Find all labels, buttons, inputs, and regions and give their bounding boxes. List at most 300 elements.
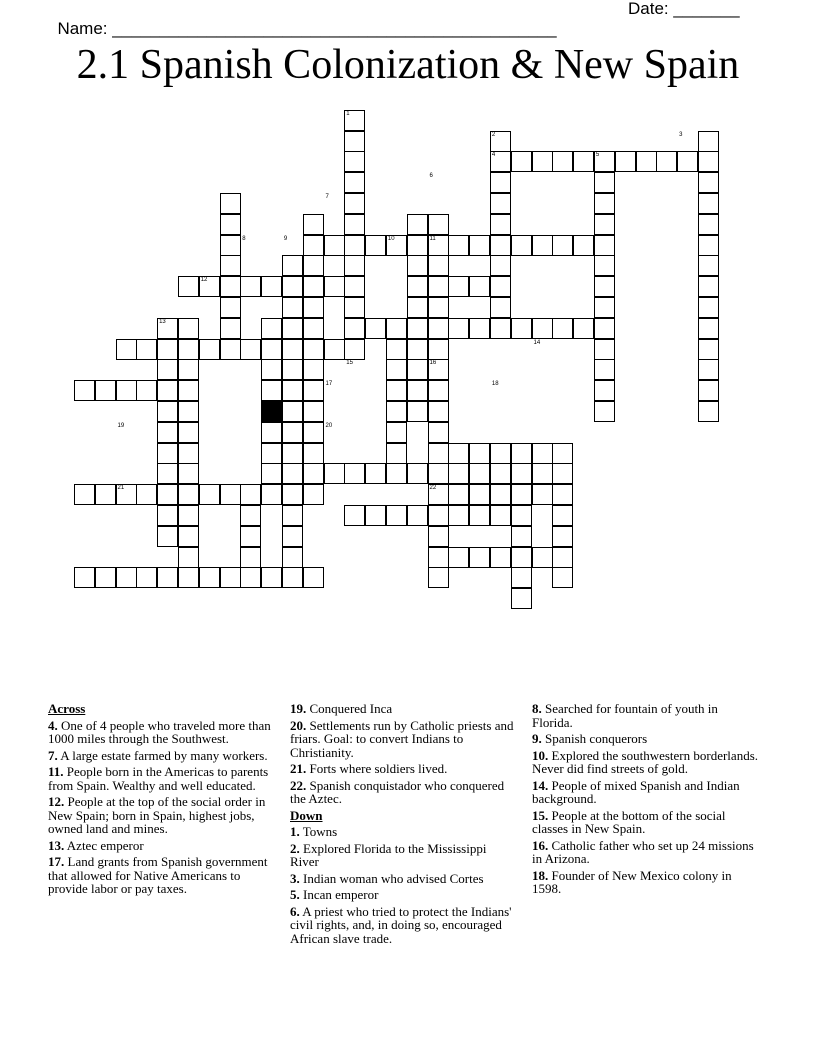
grid-cell[interactable] [220, 193, 241, 214]
grid-cell[interactable] [636, 151, 657, 172]
grid-cell[interactable] [552, 505, 573, 526]
grid-cell[interactable] [344, 172, 365, 193]
grid-cell[interactable] [448, 505, 469, 526]
grid-cell[interactable] [594, 297, 615, 318]
grid-cell[interactable] [261, 339, 282, 360]
grid-cell[interactable] [303, 401, 324, 422]
grid-cell[interactable] [573, 318, 594, 339]
grid-cell[interactable] [178, 359, 199, 380]
grid-cell[interactable] [178, 547, 199, 568]
grid-cell[interactable] [74, 567, 95, 588]
grid-cell[interactable] [428, 505, 449, 526]
grid-cell[interactable] [344, 235, 365, 256]
grid-cell[interactable] [303, 567, 324, 588]
clue-number-label: 19. [290, 701, 307, 716]
grid-cell[interactable] [344, 193, 365, 214]
grid-cell[interactable] [428, 276, 449, 297]
grid-cell[interactable] [511, 463, 532, 484]
grid-cell[interactable] [136, 339, 157, 360]
grid-cell[interactable] [407, 359, 428, 380]
grid-cell[interactable] [594, 401, 615, 422]
grid-cell[interactable] [386, 359, 407, 380]
clue-text: Forts where soldiers lived. [306, 761, 448, 776]
grid-cell[interactable] [282, 401, 303, 422]
grid-cell[interactable] [448, 443, 469, 464]
grid-cell[interactable] [240, 276, 261, 297]
clue-number-label: 6. [290, 903, 300, 919]
grid-cell[interactable] [220, 484, 241, 505]
grid-cell[interactable] [157, 526, 178, 547]
grid-cell[interactable] [303, 359, 324, 380]
grid-cell[interactable] [594, 255, 615, 276]
grid-cell[interactable] [532, 318, 553, 339]
grid-cell[interactable] [490, 463, 511, 484]
grid-cell[interactable] [656, 151, 677, 172]
clue-text: Settlements run by Catholic priests and friars. Goal: to convert Indians to Christianity. [290, 717, 514, 760]
clue-text: Towns [299, 824, 338, 839]
grid-cell[interactable] [344, 318, 365, 339]
grid-cell[interactable] [532, 235, 553, 256]
grid-cell[interactable] [136, 380, 157, 401]
grid-cell[interactable] [594, 214, 615, 235]
grid-cell[interactable] [324, 235, 345, 256]
grid-cell[interactable] [428, 339, 449, 360]
grid-cell[interactable] [324, 276, 345, 297]
grid-cell[interactable] [490, 255, 511, 276]
grid-cell[interactable] [407, 276, 428, 297]
grid-cell[interactable] [157, 339, 178, 360]
grid-cell[interactable] [157, 567, 178, 588]
grid-cell[interactable] [594, 339, 615, 360]
clue-text: Indian woman who advised Cortes [299, 870, 484, 886]
grid-cell[interactable] [448, 318, 469, 339]
clues-column-2 [290, 702, 518, 948]
grid-cell[interactable] [344, 297, 365, 318]
grid-cell[interactable] [303, 339, 324, 360]
grid-cell[interactable] [178, 484, 199, 505]
grid-cell[interactable] [178, 380, 199, 401]
grid-cell[interactable] [365, 463, 386, 484]
grid-cell[interactable] [490, 484, 511, 505]
grid-cell[interactable] [552, 526, 573, 547]
grid-cell[interactable] [594, 193, 615, 214]
grid-cell[interactable] [157, 505, 178, 526]
clue [532, 839, 760, 866]
grid-cell[interactable] [677, 151, 698, 172]
grid-cell[interactable] [469, 443, 490, 464]
grid-cell[interactable] [532, 547, 553, 568]
grid-cell[interactable] [116, 567, 137, 588]
grid-cell[interactable] [220, 235, 241, 256]
grid-cell[interactable] [157, 359, 178, 380]
grid-cell[interactable] [594, 276, 615, 297]
grid-cell[interactable] [428, 297, 449, 318]
grid-cell[interactable] [386, 463, 407, 484]
grid-cell[interactable] [386, 401, 407, 422]
grid-cell[interactable] [511, 567, 532, 588]
clue-text: Spanish conquerors [541, 731, 648, 746]
clue [290, 842, 518, 869]
clue-number-label: 13. [48, 837, 65, 853]
grid-cell[interactable] [490, 297, 511, 318]
grid-cell[interactable] [428, 318, 449, 339]
grid-cell[interactable] [511, 318, 532, 339]
grid-cell[interactable] [428, 255, 449, 276]
grid-cell[interactable] [594, 172, 615, 193]
clue [290, 888, 518, 902]
grid-cell[interactable] [324, 463, 345, 484]
grid-cell[interactable] [178, 567, 199, 588]
grid-cell[interactable] [428, 401, 449, 422]
clue-number: 16 [429, 360, 437, 367]
clue-number-label: 11. [48, 764, 64, 779]
grid-cell[interactable] [240, 484, 261, 505]
grid-cell[interactable] [386, 505, 407, 526]
grid-cell[interactable] [594, 235, 615, 256]
grid-cell[interactable] [261, 422, 282, 443]
grid-cell[interactable] [490, 547, 511, 568]
clue-text: A priest who tried to protect the Indians' civil rights, and, in doing so, encouraged African slave trade. [290, 903, 512, 946]
grid-cell[interactable] [407, 380, 428, 401]
grid-cell[interactable] [178, 318, 199, 339]
grid-cell[interactable] [199, 484, 220, 505]
grid-cell[interactable] [552, 484, 573, 505]
grid-cell[interactable] [199, 339, 220, 360]
clue-number-label: 7. [48, 747, 58, 763]
grid-cell[interactable] [407, 505, 428, 526]
grid-cell[interactable] [532, 484, 553, 505]
grid-cell[interactable] [698, 214, 719, 235]
grid-cell[interactable] [74, 380, 95, 401]
grid-cell[interactable] [532, 151, 553, 172]
clue-text: Explored the southwestern borderlands. Never did find streets of gold. [532, 747, 759, 776]
grid-cell[interactable] [282, 297, 303, 318]
grid-cell[interactable] [407, 401, 428, 422]
grid-cell[interactable] [220, 567, 241, 588]
grid-cell[interactable] [532, 463, 553, 484]
clues-column-3 [532, 702, 760, 899]
grid-cell[interactable] [282, 463, 303, 484]
grid-cell[interactable] [469, 235, 490, 256]
grid-cell[interactable] [157, 380, 178, 401]
grid-cell[interactable] [220, 339, 241, 360]
down-header: Down [290, 807, 323, 823]
grid-cell[interactable] [95, 484, 116, 505]
grid-cell[interactable] [178, 443, 199, 464]
grid-cell[interactable] [511, 443, 532, 464]
clue-number: 17 [325, 381, 333, 388]
grid-cell[interactable] [282, 484, 303, 505]
grid-cell[interactable] [282, 567, 303, 588]
grid-cell[interactable] [552, 318, 573, 339]
page-title: 2.1 Spanish Colonization & New Spain [76, 42, 740, 88]
grid-cell[interactable] [511, 484, 532, 505]
grid-cell[interactable] [698, 380, 719, 401]
grid-cell[interactable] [511, 547, 532, 568]
clue-number: 19 [117, 422, 125, 429]
grid-cell[interactable] [490, 235, 511, 256]
clue-number-label: 18. [532, 867, 549, 883]
grid-cell[interactable] [261, 276, 282, 297]
grid-cell[interactable] [220, 276, 241, 297]
grid-cell[interactable] [698, 235, 719, 256]
grid-cell[interactable] [240, 505, 261, 526]
grid-cell[interactable] [303, 297, 324, 318]
grid-cell[interactable] [157, 484, 178, 505]
grid-cell[interactable] [469, 484, 490, 505]
grid-cell[interactable] [552, 151, 573, 172]
grid-cell[interactable] [261, 380, 282, 401]
grid-cell[interactable] [407, 318, 428, 339]
grid-cell[interactable] [282, 505, 303, 526]
grid-cell[interactable] [511, 235, 532, 256]
grid-cell[interactable] [428, 380, 449, 401]
grid-cell[interactable] [344, 339, 365, 360]
grid-cell[interactable] [407, 463, 428, 484]
grid-cell[interactable] [469, 463, 490, 484]
across-clue-list [48, 719, 282, 896]
grid-cell[interactable] [552, 567, 573, 588]
grid-cell[interactable] [552, 235, 573, 256]
grid-cell[interactable] [594, 318, 615, 339]
clue-number-label: 9. [532, 731, 542, 746]
clue-text: People at the bottom of the social classes in New Spain. [532, 807, 726, 836]
grid-cell[interactable] [386, 318, 407, 339]
grid-cell[interactable] [386, 339, 407, 360]
grid-cell[interactable] [220, 255, 241, 276]
grid-cell[interactable] [698, 255, 719, 276]
black-square [261, 401, 282, 422]
grid-cell[interactable] [407, 297, 428, 318]
grid-cell[interactable] [365, 235, 386, 256]
grid-cell[interactable] [303, 443, 324, 464]
clue-text: Conquered Inca [306, 701, 393, 716]
grid-cell[interactable] [136, 567, 157, 588]
grid-cell[interactable] [490, 172, 511, 193]
grid-cell[interactable] [282, 276, 303, 297]
grid-cell[interactable] [490, 276, 511, 297]
clue-number: 21 [117, 485, 125, 492]
clue-number-label: 21. [290, 761, 307, 776]
grid-cell[interactable] [615, 151, 636, 172]
grid-cell[interactable] [698, 193, 719, 214]
across-clue-list-continued [290, 702, 518, 806]
grid-cell[interactable] [698, 401, 719, 422]
grid-cell[interactable] [511, 151, 532, 172]
grid-cell[interactable] [552, 443, 573, 464]
grid-cell[interactable] [178, 505, 199, 526]
grid-cell[interactable] [240, 547, 261, 568]
clue [532, 732, 760, 746]
grid-cell[interactable] [532, 443, 553, 464]
clue [290, 719, 518, 760]
grid-cell[interactable] [303, 484, 324, 505]
grid-cell[interactable] [282, 547, 303, 568]
clue-number-label: 4. [48, 717, 58, 733]
grid-cell[interactable] [261, 567, 282, 588]
clue-number: 10 [387, 235, 395, 242]
grid-cell[interactable] [95, 567, 116, 588]
grid-cell[interactable] [407, 235, 428, 256]
grid-cell[interactable] [698, 172, 719, 193]
clue-number-label: 10. [532, 747, 549, 763]
clue [532, 779, 760, 806]
grid-cell[interactable] [303, 422, 324, 443]
grid-cell[interactable] [303, 255, 324, 276]
grid-cell[interactable] [344, 214, 365, 235]
grid-cell[interactable] [199, 567, 220, 588]
grid-cell[interactable] [698, 297, 719, 318]
grid-cell[interactable] [157, 463, 178, 484]
date-field[interactable]: Date: _______ [628, 0, 740, 18]
grid-cell[interactable] [95, 380, 116, 401]
grid-cell[interactable] [511, 526, 532, 547]
grid-cell[interactable] [469, 318, 490, 339]
grid-cell[interactable] [698, 276, 719, 297]
grid-cell[interactable] [573, 235, 594, 256]
grid-cell[interactable] [365, 505, 386, 526]
grid-cell[interactable] [282, 255, 303, 276]
grid-cell[interactable] [220, 318, 241, 339]
grid-cell[interactable] [178, 339, 199, 360]
grid-cell[interactable] [261, 463, 282, 484]
grid-cell[interactable] [344, 151, 365, 172]
grid-cell[interactable] [428, 463, 449, 484]
grid-cell[interactable] [261, 443, 282, 464]
grid-cell[interactable] [303, 318, 324, 339]
grid-cell[interactable] [490, 443, 511, 464]
grid-cell[interactable] [511, 505, 532, 526]
grid-cell[interactable] [282, 422, 303, 443]
grid-cell[interactable] [386, 443, 407, 464]
grid-cell[interactable] [448, 276, 469, 297]
grid-cell[interactable] [324, 339, 345, 360]
grid-cell[interactable] [240, 567, 261, 588]
grid-cell[interactable] [469, 276, 490, 297]
grid-cell[interactable] [428, 526, 449, 547]
grid-cell[interactable] [428, 443, 449, 464]
grid-cell[interactable] [407, 255, 428, 276]
grid-cell[interactable] [178, 276, 199, 297]
grid-cell[interactable] [178, 422, 199, 443]
grid-cell[interactable] [344, 131, 365, 152]
grid-cell[interactable] [490, 193, 511, 214]
grid-cell[interactable] [448, 463, 469, 484]
grid-cell[interactable] [157, 401, 178, 422]
grid-cell[interactable] [698, 131, 719, 152]
grid-cell[interactable] [469, 505, 490, 526]
grid-cell[interactable] [407, 214, 428, 235]
clue-text: Searched for fountain of youth in Florida. [532, 701, 718, 730]
grid-cell[interactable] [511, 588, 532, 609]
grid-cell[interactable] [386, 380, 407, 401]
grid-cell[interactable] [303, 276, 324, 297]
clue [290, 825, 518, 839]
grid-cell[interactable] [303, 463, 324, 484]
grid-cell[interactable] [365, 318, 386, 339]
grid-cell[interactable] [240, 526, 261, 547]
grid-cell[interactable] [552, 547, 573, 568]
grid-cell[interactable] [428, 214, 449, 235]
clue-text: People of mixed Spanish and Indian background. [532, 777, 740, 806]
grid-cell[interactable] [698, 359, 719, 380]
grid-cell[interactable] [240, 339, 261, 360]
grid-cell[interactable] [344, 276, 365, 297]
grid-cell[interactable] [282, 359, 303, 380]
grid-cell[interactable] [448, 484, 469, 505]
grid-cell[interactable] [282, 380, 303, 401]
grid-cell[interactable] [178, 526, 199, 547]
grid-cell[interactable] [157, 422, 178, 443]
grid-cell[interactable] [116, 380, 137, 401]
grid-cell[interactable] [698, 318, 719, 339]
grid-cell[interactable] [386, 422, 407, 443]
grid-cell[interactable] [178, 463, 199, 484]
grid-cell[interactable] [448, 235, 469, 256]
grid-cell[interactable] [220, 297, 241, 318]
grid-cell[interactable] [428, 422, 449, 443]
grid-cell[interactable] [282, 526, 303, 547]
clue [290, 702, 518, 716]
grid-cell[interactable] [282, 318, 303, 339]
grid-cell[interactable] [116, 339, 137, 360]
grid-cell[interactable] [344, 255, 365, 276]
clue-number-label: 14. [532, 777, 549, 793]
grid-cell[interactable] [344, 463, 365, 484]
grid-cell[interactable] [469, 547, 490, 568]
grid-cell[interactable] [303, 214, 324, 235]
grid-cell[interactable] [490, 214, 511, 235]
grid-cell[interactable] [261, 318, 282, 339]
grid-cell[interactable] [261, 484, 282, 505]
grid-cell[interactable] [178, 401, 199, 422]
clue-text: Explored Florida to the Mississippi River [290, 840, 487, 869]
grid-cell[interactable] [344, 505, 365, 526]
grid-cell[interactable] [448, 547, 469, 568]
grid-cell[interactable] [74, 484, 95, 505]
grid-cell[interactable] [698, 151, 719, 172]
grid-cell[interactable] [303, 235, 324, 256]
grid-cell[interactable] [698, 339, 719, 360]
clue-text: Aztec emperor [64, 837, 144, 853]
grid-cell[interactable] [490, 505, 511, 526]
grid-cell[interactable] [428, 547, 449, 568]
grid-cell[interactable] [407, 339, 428, 360]
grid-cell[interactable] [282, 339, 303, 360]
grid-cell[interactable] [282, 443, 303, 464]
clue-number: 3 [679, 131, 683, 138]
name-field[interactable]: Name: _______________________________________________ [57, 19, 557, 38]
grid-cell[interactable] [157, 443, 178, 464]
clue-number: 20 [325, 422, 333, 429]
clue-text: Founder of New Mexico colony in 1598. [532, 867, 732, 896]
grid-cell[interactable] [594, 380, 615, 401]
clue-number: 18 [491, 381, 499, 388]
grid-cell[interactable] [490, 318, 511, 339]
grid-cell[interactable] [428, 567, 449, 588]
grid-cell[interactable] [136, 484, 157, 505]
grid-cell[interactable] [552, 463, 573, 484]
clue-text: Land grants from Spanish government that allowed for Native Americans to provide labor or pay taxes. [48, 854, 268, 896]
grid-cell[interactable] [261, 359, 282, 380]
grid-cell[interactable] [303, 380, 324, 401]
clue-number-label: 2. [290, 840, 300, 856]
clue [532, 749, 760, 776]
clue-number: 9 [283, 235, 288, 242]
grid-cell[interactable] [573, 151, 594, 172]
grid-cell[interactable] [220, 214, 241, 235]
grid-cell[interactable] [594, 359, 615, 380]
